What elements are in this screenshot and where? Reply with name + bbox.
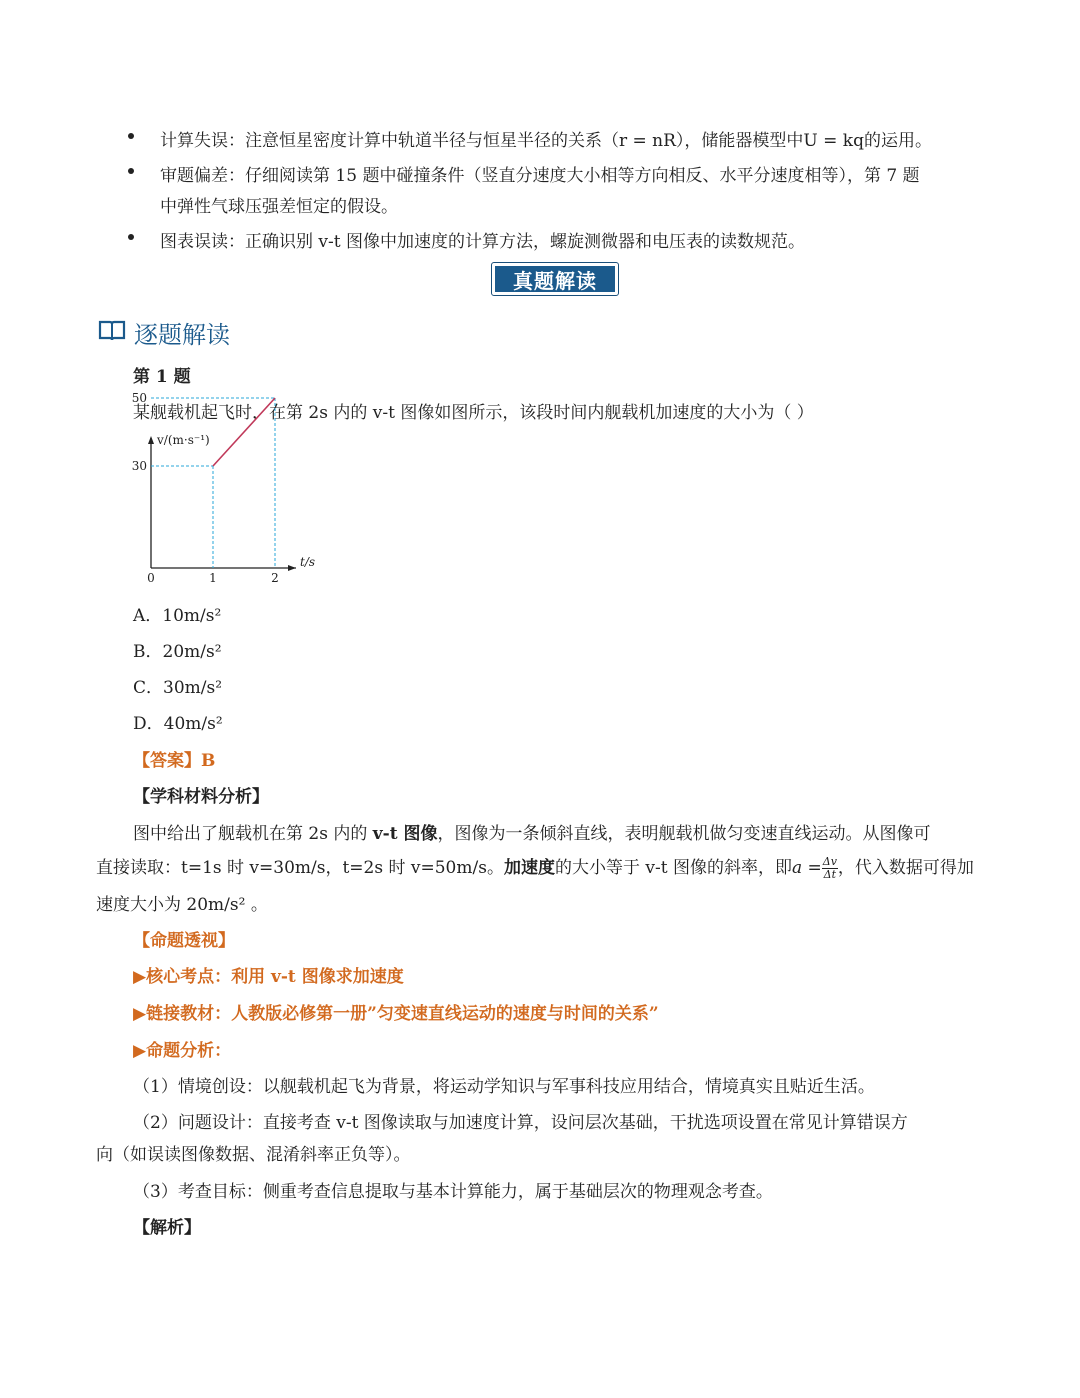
option-letter: A． <box>133 606 163 626</box>
bullet-item-cont <box>160 192 398 217</box>
option-a[interactable] <box>133 601 221 626</box>
analysis-text: ，代入数据可得加 <box>837 858 974 878</box>
perspective-header: 【命题透视】 <box>133 931 235 951</box>
question-stem: 某舰载机起飞时，在第 2s 内的 v-t 图像如图所示，该段时间内舰载机加速度的大小为（ ） <box>133 403 814 423</box>
textbook-link: ▶链接教材：人教版必修第一册”匀变速直线运动的速度与时间的关系” <box>133 1004 659 1024</box>
analysis-line-3: 速度大小为 20m/s² 。 <box>96 895 268 915</box>
bullet-text: 审题偏差：仔细阅读第 15 题中碰撞条件（竖直分速度大小相等方向相反、水平分速度相等），第 7 题 <box>160 166 920 186</box>
analysis-label: ▶命题分析： <box>133 1041 232 1061</box>
perspective-item: （3）考查目标：侧重考查信息提取与基本计算能力，属于基础层次的物理观念考查。 <box>133 1182 773 1202</box>
option-text: 20m/s² <box>162 642 222 662</box>
analysis-text: 的大小等于 v-t 图像的斜率，即 <box>554 858 792 878</box>
perspective-item-cont: 向（如误读图像数据、混淆斜率正负等）。 <box>96 1145 411 1165</box>
solution-header: 【解析】 <box>133 1218 201 1238</box>
analysis-header: 【学科材料分析】 <box>133 787 269 807</box>
question-number: 第 1 题 <box>133 367 191 387</box>
answer-label: 【答案】 <box>133 751 201 771</box>
bullet-dot <box>128 133 134 139</box>
bullet-dot <box>128 234 134 240</box>
y-tick-label: 50 <box>131 391 147 405</box>
formula-den: Δt <box>823 868 837 881</box>
option-text: 30m/s² <box>163 678 223 698</box>
formula-lhs: a = <box>791 858 822 878</box>
bullet-item <box>160 126 932 151</box>
x-tick-label: 2 <box>271 571 279 585</box>
analysis-text: 直接读取：t=1s 时 v=30m/s，t=2s 时 v=50m/s。 <box>96 858 504 878</box>
bullet-text: 计算失误：注意恒星密度计算中轨道半径与恒星半径的关系（r = nR），储能器模型中U = kq的运用。 <box>160 131 932 151</box>
analysis-text: 图中给出了舰载机在第 2s 内的 <box>133 824 373 844</box>
option-letter: B． <box>133 642 163 662</box>
analysis-line-2 <box>96 853 974 881</box>
x-tick-label: 0 <box>147 571 155 585</box>
perspective-item: （2）问题设计：直接考查 v-t 图像读取与加速度计算，设问层次基础，干扰选项设置在常见计算错误方 <box>133 1113 908 1133</box>
formula-fraction <box>822 856 838 881</box>
answer <box>133 746 215 771</box>
option-c[interactable] <box>133 673 222 698</box>
perspective-item: （1）情境创设：以舰载机起飞为背景，将运动学知识与军事科技应用结合，情境真实且贴近生活。 <box>133 1077 875 1097</box>
bullet-text: 图表误读：正确识别 v-t 图像中加速度的计算方法，螺旋测微器和电压表的读数规范。 <box>160 232 805 252</box>
option-text: 40m/s² <box>163 714 223 734</box>
vt-chart <box>126 391 346 588</box>
x-axis-arrow <box>288 565 296 571</box>
section-title: 逐题解读 <box>134 321 230 349</box>
option-letter: D． <box>133 714 164 734</box>
option-b[interactable] <box>133 637 222 662</box>
x-axis-label: t/s <box>300 555 316 569</box>
banner-label: 真题解读 <box>495 266 615 292</box>
x-tick-label: 1 <box>209 571 217 585</box>
y-tick-label: 30 <box>131 459 147 473</box>
option-letter: C． <box>133 678 164 698</box>
bullet-item <box>160 227 805 252</box>
analysis-line-1 <box>133 819 930 844</box>
bullet-item <box>160 161 920 186</box>
section-banner <box>491 262 619 296</box>
core-point: ▶核心考点：利用 v-t 图像求加速度 <box>133 967 404 987</box>
answer-value: B <box>201 751 216 771</box>
y-axis-arrow <box>148 436 154 444</box>
analysis-emph: 加速度 <box>503 858 555 878</box>
option-text: 10m/s² <box>162 606 222 626</box>
analysis-emph: v-t 图像 <box>372 824 438 844</box>
formula-num: Δv <box>822 855 837 868</box>
option-d[interactable] <box>133 709 223 734</box>
book-icon <box>98 318 126 347</box>
analysis-text: ，图像为一条倾斜直线，表明舰载机做匀变速直线运动。从图像可 <box>437 824 931 844</box>
bullet-text: 中弹性气球压强差恒定的假设。 <box>160 197 398 217</box>
y-axis-label: v/(m·s⁻¹) <box>157 433 210 447</box>
bullet-dot <box>128 168 134 174</box>
